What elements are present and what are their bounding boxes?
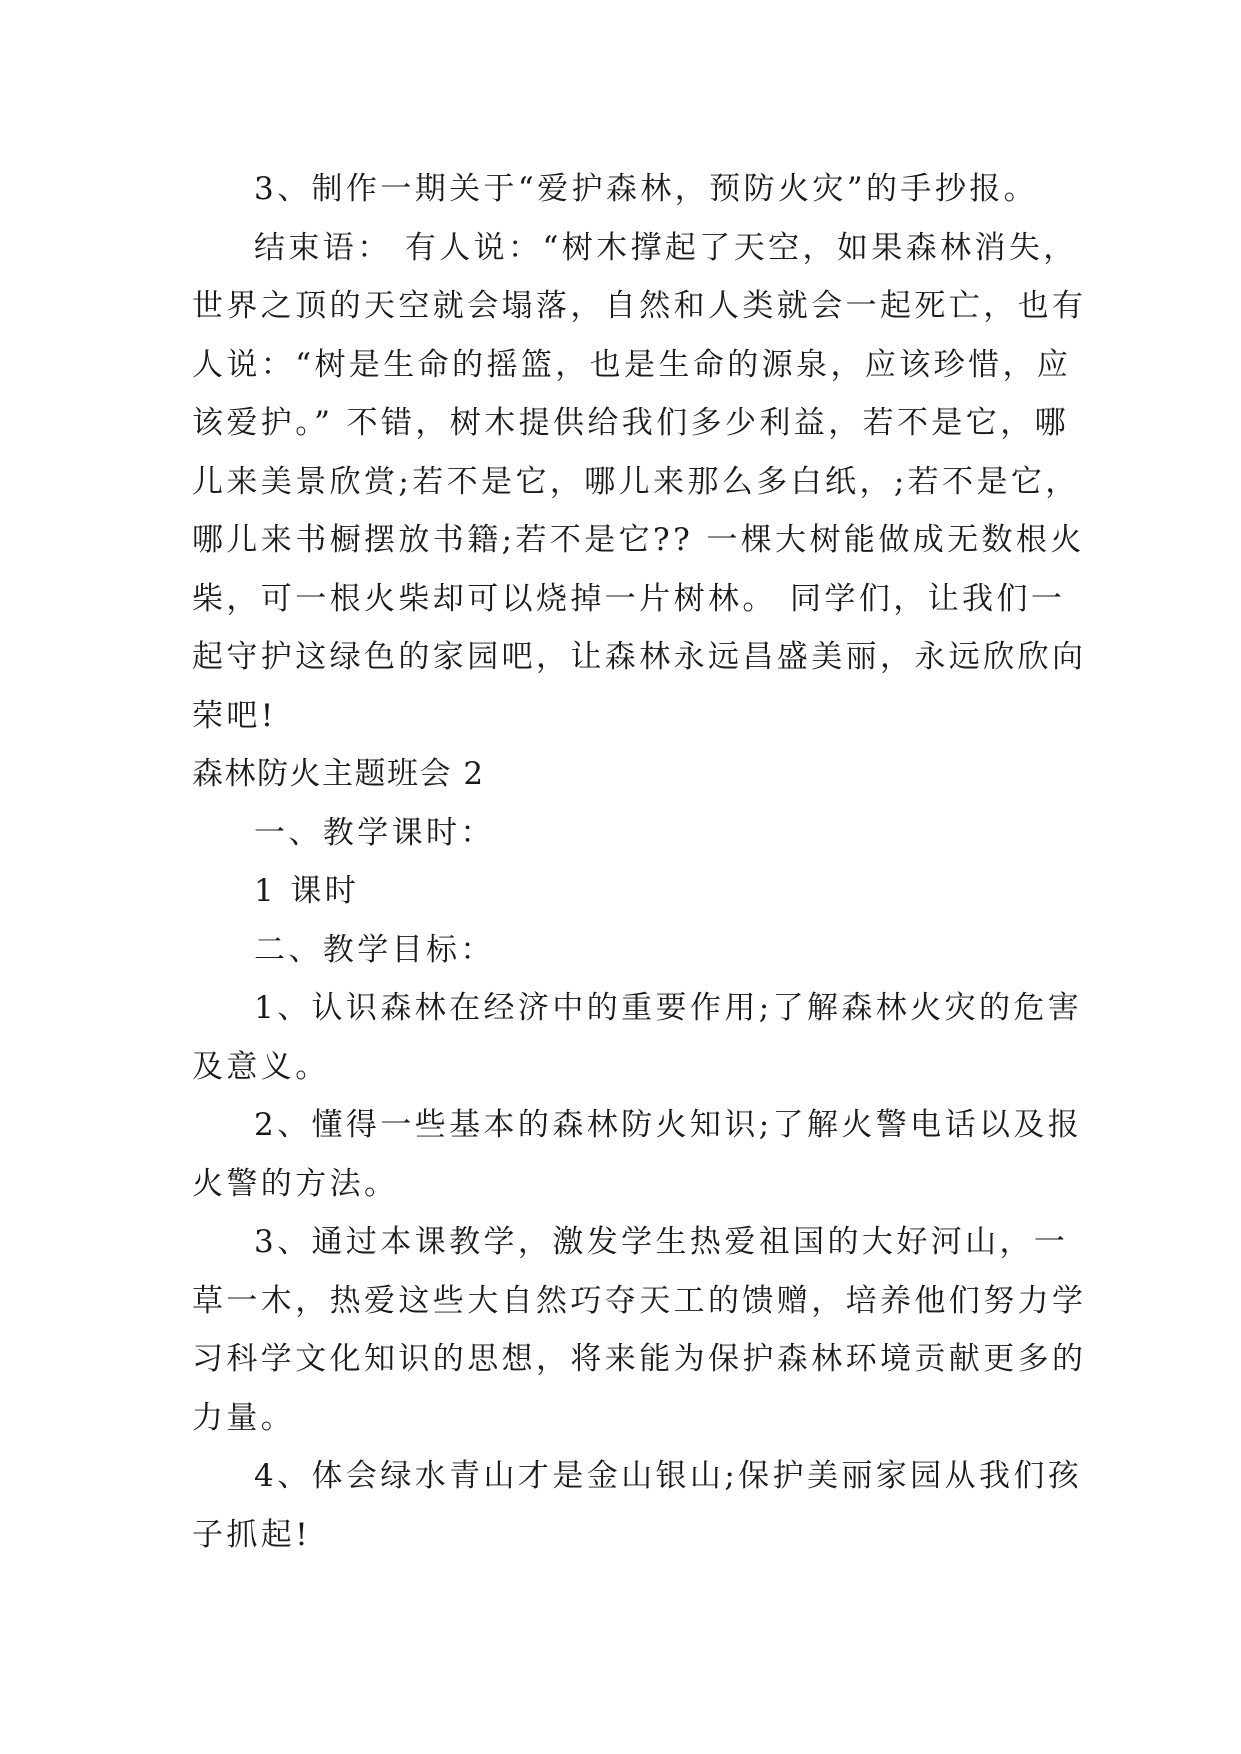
- text-line: 二、教学目标：: [254, 931, 495, 968]
- text-line: 4、体会绿水青山才是金山银山;保护美丽家园从我们孩: [254, 1458, 1083, 1494]
- text-line: 柴，可一根火柴却可以烧掉一片树林。 同学们，让我们一: [192, 580, 1066, 617]
- text-line: 荣吧!: [192, 697, 277, 734]
- text-line: 哪儿来书橱摆放书籍;若不是它?? 一棵大树能做成无数根火: [192, 522, 1085, 558]
- text-line: 一、教学课时：: [254, 814, 495, 851]
- text-line: 该爱护。” 不错，树木提供给我们多少利益，若不是它，哪: [192, 405, 1069, 441]
- section-heading: 森林防火主题班会 2: [192, 756, 485, 792]
- text-line: 子抓起!: [192, 1516, 312, 1553]
- text-line: 3、通过本课教学，激发学生热爱祖国的大好河山，一: [254, 1224, 1069, 1260]
- text-line: 草一木，热爱这些大自然巧夺天工的馈赠，培养他们努力学: [192, 1282, 1087, 1319]
- text-line: 人说：“树是生命的摇篮，也是生命的源泉，应该珍惜，应: [192, 346, 1072, 383]
- text-line: 火警的方法。: [192, 1165, 399, 1202]
- text-line: 1 课时: [254, 873, 360, 909]
- text-line: 2、懂得一些基本的森林防火知识;了解火警电话以及报: [254, 1107, 1083, 1143]
- text-line: 3、制作一期关于“爱护森林，预防火灾”的手抄报。: [254, 171, 1039, 207]
- text-line: 起守护这绿色的家园吧，让森林永远昌盛美丽，永远欣欣向: [192, 639, 1087, 675]
- text-line: 世界之顶的天空就会塌落，自然和人类就会一起死亡，也有: [192, 288, 1087, 324]
- text-line: 儿来美景欣赏;若不是它，哪儿来那么多白纸，;若不是它，: [192, 463, 1080, 500]
- text-line: 结束语： 有人说：“树木撑起了天空，如果森林消失，: [254, 229, 1078, 266]
- text-line: 及意义。: [192, 1048, 330, 1085]
- text-line: 习科学文化知识的思想，将来能为保护森林环境贡献更多的: [192, 1341, 1087, 1377]
- text-line: 力量。: [192, 1399, 296, 1436]
- document-body: [192, 160, 1087, 1564]
- text-line: 1、认识森林在经济中的重要作用;了解森林火灾的危害: [254, 990, 1083, 1026]
